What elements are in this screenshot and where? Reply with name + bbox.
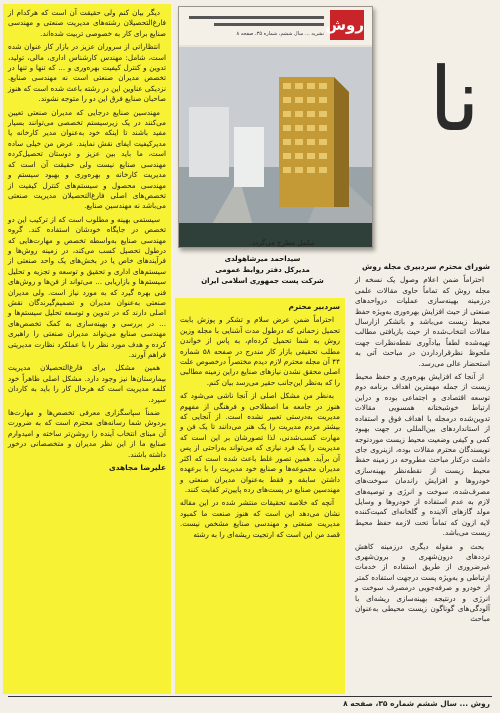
paragraph: شورای محترم سردبیری مجله روش: [362, 262, 490, 271]
signer-name: سیداحمد میرشاهولدی: [224, 255, 301, 263]
paragraph: دیگر بیان کنم ولی حقیقت آن است که هرکدام از فارغ‌التحصیلان رشته‌های مدیریت صنعتی و مهندسی صنایع برای کار به خصوصی تربیت شده‌اند.: [8, 8, 166, 38]
cover-rule: [214, 23, 324, 26]
cover-header: [179, 7, 372, 45]
cover-rule: [189, 16, 324, 19]
page-footer: [0, 696, 500, 713]
paragraph: مهندسین صنایع درجایی که مدیران صنعتی تعیین می‌کنند در یک زیرسیستم تخصصی می‌توانند بسیار مفید باشند تا اینکه خود به‌عنوان مدیر کارخانه یا مدیرکیفیت ایفای نقش نمایند. عرض من خیلی ساده است، ما باید بین عزیز و دوستان تحصیل‌کرده مهندسی صنایع نیست ولی حقیقت آن است که مدیریت کارخانه و بهره‌وری و بهبود سیستم و مهندسی محصول و سیستم‌های کنترل کیفیت از تخصص‌های اصلی فارغ‌التحصیلان مدیریت صنعتی می‌باشد نه مهندسین صنایع.: [8, 107, 166, 211]
signature-block: [180, 254, 345, 287]
right-column-letter: [350, 258, 495, 694]
decorative-heading-letter: نا: [428, 48, 480, 151]
paragraph: همین مشکل برای فارغ‌التحصیلان مدیریت بیمارستان‌ها نیز وجود دارد. مشکل اصلی ظاهراً خود کلمه مدیریت است که هرحال کار را باید به کاردان سپرد.: [8, 363, 166, 404]
paragraph: انتظاراتی از سروران عزیز در بازار کار عنوان شده است، شامل: مهندس کارشناس اداری، مالی، تولید، تدوین و کنترل کیفیت بهره‌وری و ... که تنها و تنها در تخصص مدیران صنعتی است نه مهندسی صنایع. نزدیکی عناوین این در رشته باعث شده است که هنوز صاحبان صنایع فرق این دو را متوجه نشوند.: [8, 42, 166, 104]
cover-building-illustration: [179, 47, 372, 247]
paragraph: سیستمی بهینه و مطلوب است که از ترکیب این دو تخصص در جایگاه خودشان استفاده کند. گروه مهندسی صنایع به‌واسطه تخصص و مهارت‌هایی که درطول تحصیل کسب می‌کند، در زمینه روش‌ها و فرآیندهای خاص یا در بخش‌های یک واحد صنعتی از سیستم‌های اداری و تحقیق و توسعه و تجزیه و تحلیل سیستم‌ها و بازاریابی ... می‌تواند از فن‌ها و روش‌های فنی بهره گیرد که به مورد نیاز است. ولی مدیران صنعتی به‌عنوان مدیران و تصمیم‌گیرندگان نقش اصلی دارند که در تدوین و توسعه تحلیل سیستم‌ها و ... در بررسی و بهینه‌سازی به کمک تخصص‌های مهندسی صنایع می‌تواند مدیران صنعتی را راهبری کرده و هدف مورد نظر را با عملکرد نظارت مدیریتی فراهم آورند.: [8, 214, 166, 359]
paragraph: ضمناً سپاسگزاری معرفی تخصص‌ها و مهارت‌ها بردوش شما رسانه‌های محترم است که به ضرورت آن مبنای انتخاب آینده را روشن‌تر ساخته و امیدوارم صنایع ما از این نظر مدیران و متخصصانی درخور داشته باشند.: [8, 408, 166, 459]
signer-org: شرکت پست جمهوری اسلامی ایران: [201, 277, 324, 285]
middle-column-letter: [175, 298, 345, 694]
cover-subtitle: نشریه ... سال ششم، شماره ۳۵، صفحه ۸: [236, 31, 324, 37]
paragraph: احتراماً ضمن اعلام وصول یک نسخه از مجله روش که تماماً حاوی مقالات علمی درزمینه بهینه‌سازی عملیات درواحدهای صنعتی از حیث افزایش بهره‌وری به‌ویژه حفظ محیط زیست می‌باشد و باتشکر ازارسال مقالات انتخاب‌شده از حیث بازیافتی مطالب تهیه‌شده لطفاً بیاد‌آوری نقطه‌نظرات جهت ملحوظ نظرقرارداردن در مباحث آتی به استحضار عالی می‌رسد.: [355, 275, 490, 368]
cover-caption: مکمل مطرح می‌گردد.: [249, 239, 315, 247]
paragraph: از آنجا که افزایش بهره‌وری و حفظ محیط زیست از جمله مهمترین اهداف برنامه دوم توسعه اقتصادی و اجتماعی بوده و دراین ارتباط خوشبختانه همسویی مقالات تدوین‌شده درمجله با اهداف فوق و استفاده از استانداردهای بین‌المللی در جهت بهبود کمی و کیفی وضعیت محیط زیست موردتوجه نویسندگان محترم مقالات بوده، ازینروی جای داشت درکنار مباحث مطروحه در زمینه حفظ محیط زیست از نقطه‌نظر بهینه‌سازی خودروها و افزایش راندمان سوخت‌های مصرف‌شده، سوخت و انرژی و توصیه‌های لازم به عدم استفاده از خودروها و وسایل مولد گازهای آلاینده و گلخانه‌ای کمیت‌کننده لایه ازون که تماماً تحت لازمه حفظ محیط زیست می‌باشد.: [355, 372, 490, 538]
footer-rule: [8, 696, 492, 697]
paragraph: به‌نظر من مشکل اصلی از آنجا ناشی می‌شود که هنوز در جامعه ما اصطلاحی و فرهنگی از مفهوم مدیریت به‌درستی تعبیر نشده است. از آنجایی که بیشتر مردم مدیریت را یک هنر می‌دانند تا یک فن و مهارت کسب‌شدنی، لذا تصورشان بر این است که مدیریت را یک فرد نیازی که می‌تواند به‌راحتی از پس آن برآید. همین تصور غلط باعث شده است که اکثر مدیران مجموعه‌ها و صنایع خود مدیریت را با برعهده داشتن سابقه و فقط به‌عنوان مدیران صنعتی و مهندسین صنایع در پست‌های رده پایین‌تر کفایت کنند.: [180, 391, 340, 494]
author-signature: علیرضا مجاهدی: [108, 463, 166, 473]
left-column-letter: [3, 4, 171, 694]
paragraph: بحث و مقوله دیگری درزمینه کاهش تردد‌های درون‌شهری و برون‌شهری غیرضروری از طریق استفاده از خدمات ارتباطی و به‌ویژه پست درجهت استفاده کمتر از خودرو و صرفه‌جویی درمصرف سوخت و انرژی و درنتیجه بهینه‌سازی ریشه‌ای با آلودگی‌های گوناگون زیست محیطی به‌عنوان مباحث: [355, 541, 490, 624]
paragraph: احتراماً ضمن عرض سلام و تشکر و پوزش بابت تحمیل زحماتی که درطول مدت آشنایی با مجله وزین روش به شما تحمیل کرده‌ام، به پاس از خواندن مطلب تحقیقی بازار کار مندرج در صفحه ۵۸ شماره ۴۴ آن مجله محترم لازم دیدم مختصراً درخصوص علت اصلی محقق نشدن نیازهای صنایع دراین زمینه مطالبی را که به‌نظر این‌جانب حقیر می‌رسد بیان کنم.: [180, 315, 341, 387]
magazine-cover: [178, 6, 373, 248]
paragraph: آنچه که خلاصه تحقیقات منتشر شده در این مقاله نشان می‌دهد این است که هنوز صنعت ما کمبود مدیریت صنعتی و مهندسی صنایع مشخص نیست. قصد من این است که ارتجیت ریشه‌ای را به رشته: [180, 498, 340, 539]
paragraph: سردبیر محترم: [288, 302, 340, 311]
signer-title: مدیرکل دفتر روابط عمومی: [215, 266, 310, 274]
footer-text: روش ... سال ششم شماره ۳۵، صفحه ۸: [343, 699, 490, 708]
cover-logo: روش: [330, 10, 364, 40]
